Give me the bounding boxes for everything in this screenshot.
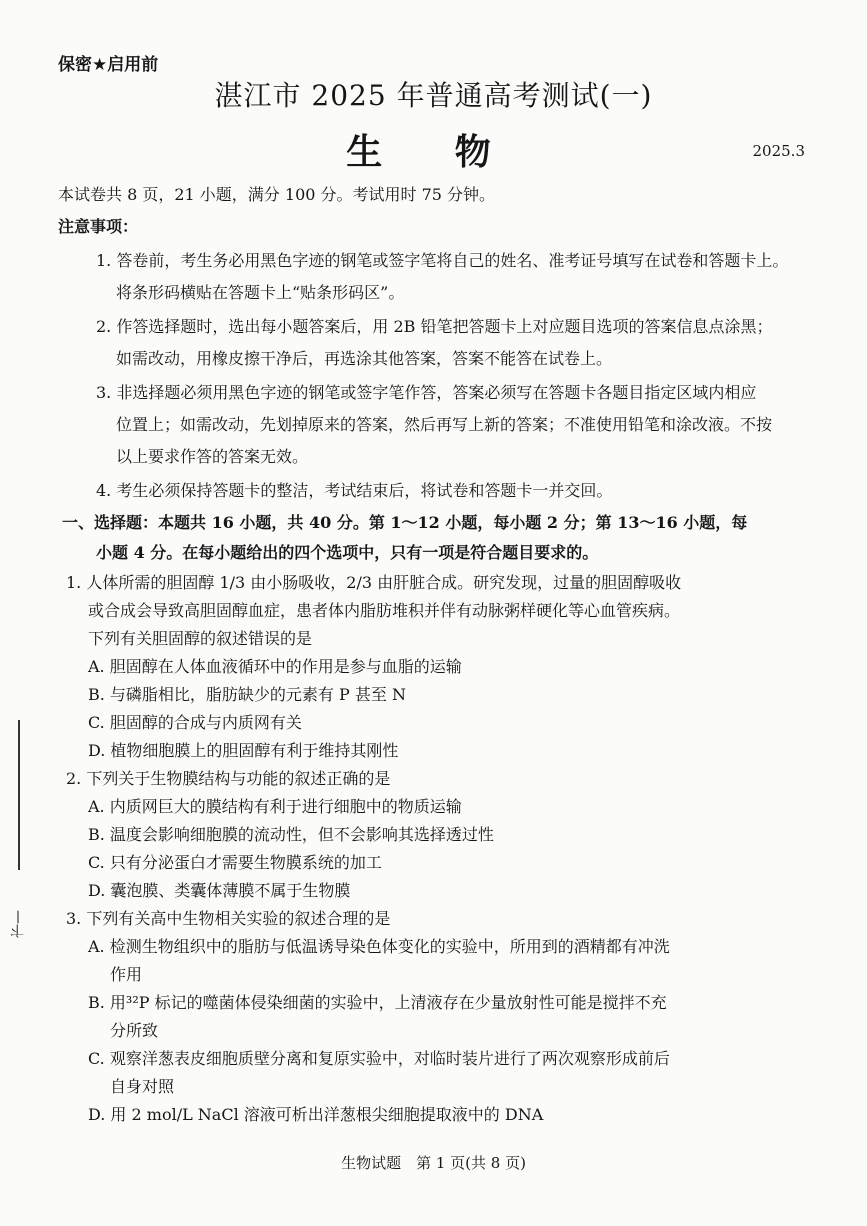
- confidential-label: 保密★启用前: [58, 55, 159, 75]
- q3-option-b-cont: 分所致: [110, 1021, 159, 1040]
- q1-option-d: D. 植物细胞膜上的胆固醇有利于维持其刚性: [88, 741, 399, 760]
- q2-option-b: B. 温度会影响细胞膜的流动性，但不会影响其选择透过性: [88, 825, 494, 844]
- note-line: 3. 非选择题必须用黑色字迹的钢笔或签字笔作答，答案必须写在答题卡各题目指定区域内相应: [96, 383, 757, 402]
- note-line: 4. 考生必须保持答题卡的整洁，考试结束后，将试卷和答题卡一并交回。: [96, 481, 613, 500]
- page-footer: 生物试题 第 1 页(共 8 页): [341, 1154, 526, 1172]
- q3-option-a: A. 检测生物组织中的脂肪与低温诱导染色体变化的实验中，所用到的酒精都有冲洗: [88, 937, 670, 956]
- q3-option-c-cont: 自身对照: [110, 1077, 175, 1096]
- notes-heading: 注意事项：: [58, 217, 139, 236]
- q2-stem: 2. 下列关于生物膜结构与功能的叙述正确的是: [66, 769, 391, 788]
- section-heading-cont: 小题 4 分。在每小题给出的四个选项中，只有一项是符合题目要求的。: [96, 543, 599, 562]
- note-line: 将条形码横贴在答题卡上“贴条形码区”。: [116, 283, 405, 302]
- binding-line: [18, 720, 20, 870]
- q1-option-a: A. 胆固醇在人体血液循环中的作用是参与血脂的运输: [88, 657, 462, 676]
- side-mark: 卞—: [10, 910, 26, 938]
- q3-stem: 3. 下列有关高中生物相关实验的叙述合理的是: [66, 909, 391, 928]
- note-line: 2. 作答选择题时，选出每小题答案后，用 2B 铅笔把答题卡上对应题目选项的答案信息点涂黑；: [96, 317, 773, 336]
- q1-option-c: C. 胆固醇的合成与内质网有关: [88, 713, 302, 732]
- exam-title: 湛江市 2025 年普通高考测试(一): [214, 79, 653, 112]
- q3-option-b: B. 用³²P 标记的噬菌体侵染细菌的实验中，上清液存在少量放射性可能是搅拌不充: [88, 993, 667, 1012]
- intro-text: 本试卷共 8 页，21 小题，满分 100 分。考试用时 75 分钟。: [58, 185, 496, 204]
- q1-stem: 1. 人体所需的胆固醇 1/3 由小肠吸收，2/3 由肝脏合成。研究发现，过量的胆固醇吸收: [66, 573, 682, 592]
- q2-option-c: C. 只有分泌蛋白才需要生物膜系统的加工: [88, 853, 382, 872]
- exam-date: 2025.3: [752, 142, 805, 160]
- q1-stem: 下列有关胆固醇的叙述错误的是: [88, 629, 313, 648]
- note-line: 1. 答卷前，考生务必用黑色字迹的钢笔或签字笔将自己的姓名、准考证号填写在试卷和答题卡上。: [96, 251, 789, 270]
- q3-option-a-cont: 作用: [110, 965, 143, 984]
- q2-option-a: A. 内质网巨大的膜结构有利于进行细胞中的物质运输: [88, 797, 462, 816]
- note-line: 以上要求作答的答案无效。: [116, 447, 309, 466]
- note-line: 位置上；如需改动，先划掉原来的答案，然后再写上新的答案；不准使用铅笔和涂改液。不按: [116, 415, 773, 434]
- note-line: 如需改动，用橡皮擦干净后，再选涂其他答案，答案不能答在试卷上。: [116, 349, 613, 368]
- q1-stem: 或合成会导致高胆固醇血症，患者体内脂肪堆积并伴有动脉粥样硬化等心血管疾病。: [88, 601, 681, 620]
- section-heading: 一、选择题：本题共 16 小题，共 40 分。第 1～12 小题，每小题 2 分；第 13～16 小题，每: [62, 513, 748, 532]
- q2-option-d: D. 囊泡膜、类囊体薄膜不属于生物膜: [88, 881, 351, 900]
- subject-title: 生 物: [346, 131, 521, 173]
- q3-option-d: D. 用 2 mol/L NaCl 溶液可析出洋葱根尖细胞提取液中的 DNA: [88, 1105, 544, 1124]
- q1-option-b: B. 与磷脂相比，脂肪缺少的元素有 P 甚至 N: [88, 685, 406, 704]
- q3-option-c: C. 观察洋葱表皮细胞质壁分离和复原实验中，对临时装片进行了两次观察形成前后: [88, 1049, 670, 1068]
